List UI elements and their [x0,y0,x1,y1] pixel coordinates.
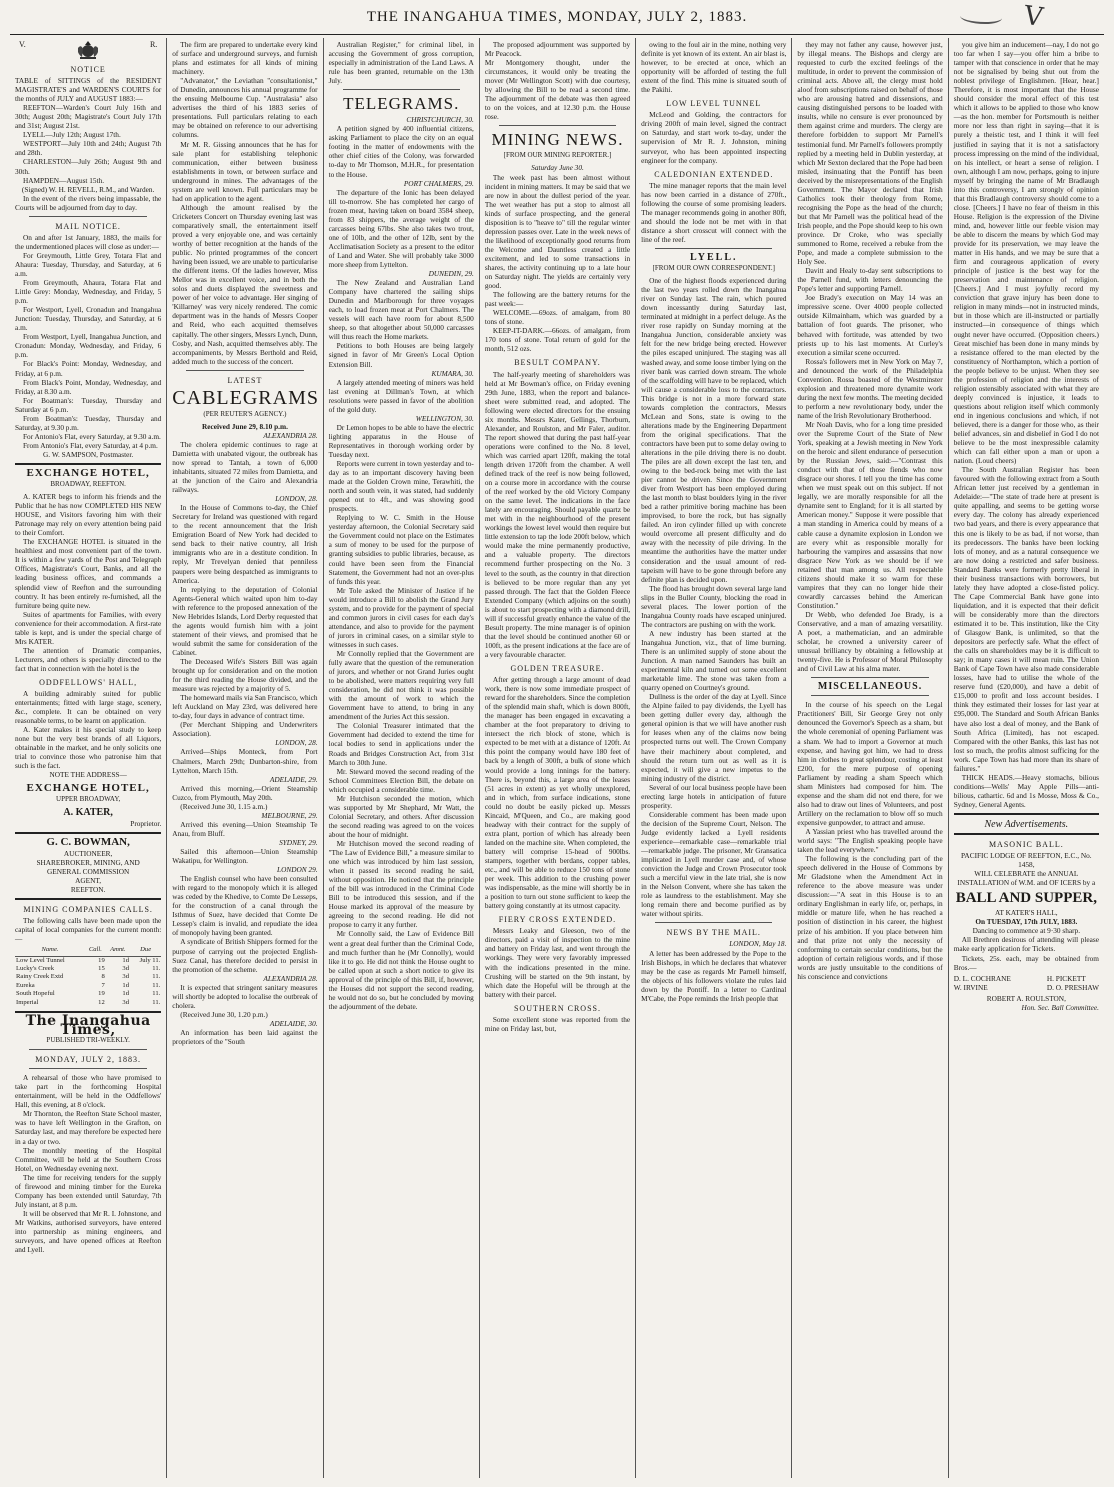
besult-title: BESULT COMPANY. [514,358,601,368]
cable-items [172,431,317,1046]
table-header: Amnt. [106,945,130,956]
telegram-para: Mr Connolly said, the Law of Evidence Bill went a great deal further than the Criminal Code, and much further than he (Mr Connolly), would like it to go. He did not think the House ought to be called upon at such a short notice to give its approval of the principle of this Bill, if, however, the Houses did not support the second reading, he would not do so, but he concluded by moving the adjournment of the debate. [328,929,474,1011]
table-header: Name. [15,945,85,956]
mail-para: From Greymouth, Ahaura, Totara Flat and Little Grey: Monday, Wednesday, and Friday, 5 p.m. [15,278,162,306]
ball-dancing: Dancing to commence at 9·30 sharp. [972,926,1081,936]
article-para: owing to the foul air in the mine, nothing very definite is yet known of its extent. An air blast is, however, to be erected at once, which an opportunity will be afforded of testing the full extent of the find. This mine is situated south of the Pakihi. [641,40,787,95]
cable-para: Arrived this morning,—Orient Steamship Cuzco, from Plymouth, May 20th. [172,783,318,802]
mail-para: From Westport, Lyell, Inangahua Junction, and Cronadun: Monday, Wednesday, and Friday, 6 p.m. [15,332,162,360]
page-mark: V [1022,0,1046,34]
divider [29,1049,147,1050]
bowman-name: G. C. BOWMAN, [46,835,130,848]
cell: 15 [98,964,105,972]
southern-para: Some excellent stone was reported from the mine on Friday last, but, [484,1014,631,1033]
hotel2-role: Proprietor. [130,818,162,828]
column-6 [791,38,947,1478]
table-header-row [15,945,161,956]
cell: 12 [98,998,105,1006]
notice-para: LYELL—July 12th; August 17th. [23,130,121,140]
column-1 [10,38,166,1478]
ball-name: D. O. PRESHAW [1046,982,1099,992]
article-para: Mr Noah Davis, who for a long time presided over the Supreme Court of the State of New York, speaking at a Jewish meeting in New York on the heroic and silent endurance of persecution by the Russian Jews, said:—"Contrast this conduct with that of those fiends who now disgrace our shores. I tell you the time has come when we must speak out on this subject. If not legally, we are morally responsible for all the dynamite sent to England; for it is all started by American money." Suppose it were possible that a man standing in America could by means of a cable cause a dynamite explosion in London we are every whit as responsible morally for harbouring the vampires and assassins that now disgrace New York as we should be if we retained that man among us. All respectable citizens should make it so warm for these vampires that they can no longer hide their cowardly carcasses behind the American Constitution." [797,419,943,610]
ball-names-left [954,974,1011,992]
article-para: Joe Brady's execution on May 14 was an impressive scene. Over 4000 people collected outside Kilmainham, which was guarded by a battalion of foot guards. The prisoner, who behaved with fortitude, was attended by two priests up to his last moments. At Curley's execution a similar scene occurred. [797,293,943,357]
telegrams-title: TELEGRAMS. [343,94,460,114]
cable-dateline: ALEXANDRIA 28. [263,973,318,983]
news-para: A letter has been addressed by the Pope to the Irish Bishops, in which he declares that whatever may be the case as regards Mr Parnell himself, the objects of his followers violate the rules laid down by the Pontiff. In a letter to Cardinal M'Cabe, the Pope reminds the Irish people that [641,948,787,1003]
ball-secretary: ROBERT A. ROULSTON, [986,993,1066,1003]
ball-name: W. IRVINE [953,982,988,992]
cell: 11. [152,990,161,998]
royal-crest [15,40,161,60]
cell: 11. [152,998,161,1006]
editorial-para: The time for receiving tenders for the supply of firewood and mining timber for the Eureka Company has been extended until Saturday, 7th July instant, at 8 p.m. [15,1172,162,1209]
ball-lodge: PACIFIC LODGE OF REEFTON, E.C., No. 1458, [961,851,1092,870]
cell: 11. [152,981,161,989]
crest-letter-right: R. [149,40,158,49]
mining-para: The week past has been almost without incident in mining matters. It may be said that we are now in about the dullest period of the year. The wet weather has put a stop to almost all kinds of surface prospecting, and the general disposition is to "heave to" till the regular winter depression passes over. Late in the week news of the likelihood of exceptionally good returns from the Welcome and Dauntless created a little excitement, and led to some transactions in shares, the activity continuing up to a late hour on Saturday night. The yields are certainly very good. [484,172,631,291]
cell: 3d [122,973,129,981]
telegram-para: Replying to W. C. Smith in the House yesterday afternoon, the Colonial Secretary said the Government could not place on the Estimates a sum of money to be used for the purpose of granting subsidies to public libraries, because, as could have been seen from the Financial Statement, the Government had not an over-plus of funds this year. [328,513,474,586]
hotel2-subtitle: UPPER BROADWAY, [56,794,121,803]
divider [15,832,161,834]
divider [29,216,147,217]
article-para: they may not father any cause, however just, by illegal means. The Bishops and clergy are requested to curb the excited feelings of the multitude, in order to prevent the commission of criminal acts. Above all, the clergy must hold aloof from subscriptions raised on behalf of those who are arousing hatred and dissensions, and causing distinguished persons to be loaded with insults, while no censure is ever pronounced by them against crime and murders. The clergy are therefore forbidden to support Mr Parnell's testimonial fund. Mr Parnell's followers promptly replied by a meeting held in Dublin yesterday, at which Mr Sexton declared that the Pope had been misled, insinuating that the Pontiff has been deceived by the misrepresentations of the English Government. The Mayor declared that Irish Catholics took their theology from Rome, recognising the Pope as the head of the church; but that Mr Parnell was the political head of the Irish people, and the Pope should keep to his own province. Dr Croke, who was specially summoned to Rome, received a rebuke from the Pope, and made a complete submission to the Holy See. [797,40,943,267]
mining-calls-table [15,945,161,1007]
masthead-title: THE INANGAHUA TIMES, MONDAY, JULY 2, 1883. [366,8,748,25]
telegram-para: The departure of the Ionic has been delayed till to-morrow. She has completed her cargo of frozen meat, having taken on board 3584 sheep, from 83 shippers, the average weight of the carcasses being 67lbs. She also takes two trout, one of 10lb, and the other of 12lb, sent by the Acclimatisation Society as a present to the editor of Land and Water. She will probably take 3000 more sheep from Lyttelton. [328,187,474,269]
telegram-dateline: KUMARA, 30. [431,368,474,378]
cell: Low Level Tunnel [16,956,65,964]
divider [655,922,772,923]
telegram-para: Mr Tole asked the Minister of Justice if he would introduce a Bill to abolish the Grand Jury system, and to provide for the payment of special and common jurors in civil cases for each day's attendance, and also to provide for the payment of jurors in criminal cases, on a similar style to witnesses in such cases. [328,585,474,649]
divider [655,248,772,249]
cell: 7 [101,981,105,989]
article-para: Rossa's followers met in New York on May 7, and denounced the work of the Philadelphia Convention. Rossa boasted of the Westminster explosion and threatened more dynamite work during the next few months. The meeting decided to perform a new revolutionary body, under the name of the Irish Revolutionary Brotherhood. [797,356,943,420]
ball-name: D. L. COCHRANE [953,973,1011,983]
ball-big: BALL AND SUPPER, [955,890,1097,907]
southern-title: SOUTHERN CROSS. [513,1003,601,1013]
article-para: you give him an inducement—nay, I do not go too far when I say—you offer him a bribe to tamper with that conscience in order that he may not be signalised by being shut out from the noblest privilege of Englishmen. [Hear, hear.] Therefore, it is most important that the House should consider the moral effect of this test which it allows to be applied to those who know—as the hon. member for Portsmouth is neither more nor less than right in saying—that it is purely a theistic test, and I think it will feel justified in saying that it is not a satisfactory process impressing on the mind of the individual, on his intellect, or heart a sense of religion. I own, although I am now, perhaps, going to injure myself by bringing the name of Mr Bradlaugh into this controversy, I am strongly of opinion that this Bradlaugh controversy should come to a close. [Cheers.] I have no fear of theism in this House. Religion is the expression of the Divine mind, and, however little our feeble vision may be able to discern the means by which God may provide for its preservation, we may leave the matter in His hands, and we may be sure that a firm and courageous application of every principle of justice is the best way for the preservation and maintenance of religion. [Cheers.] And I must joyfully record my conviction that grave injury has been done to religion in many minds—not in instructed minds, but in those which are ill-instructed or partially instructed—in consequence of things which ought never have occurred. (Opposition cheers.) Great mischief has been done in many minds by a resistance offered to the man elected by the constituency of Northampton, which a portion of the people believe to be unjust. When they see the profession of religion and the interests of religion ostensibly associated with what they are deeply convinced is injustice, it leads to questions about religion itself which commonly end in ingenious conclusions and which, if not believed, there is a danger for those who, as their belief advances, sin and disbelief in God I do not believe to be the most inexpressible calamity which can fall either upon a man or upon a nation. (Loud cheers) [953,40,1099,466]
lowlevel-title: LOW LEVEL TUNNEL [666,99,762,109]
hotel2-title: EXCHANGE HOTEL, [26,781,150,794]
page-mark-scrawl [960,10,1002,24]
mail-para: From Black's Point, Monday, Wednesday, and Friday, at 8.30 a.m. [15,377,162,396]
mail-title: MAIL NOTICE. [55,221,121,231]
article-para: The proposed adjournment was supported by Mr Peacock. Mr Montgomery thought, under the circumstances, it would only be treating the mover (Mr Wellington Scott) with due courtesy, by allowing the Bill to be read a second time. The adjournment of the debate was then agreed to on the voices, and at 12.30 p.m. the House rose. [484,40,631,122]
mail-signed: G. W. SAMPSON, Postmaster. [43,449,134,459]
cable-agency: (PER REUTER'S AGENCY.) [203,409,287,418]
notice-para: HAMPDEN—August 15th. [23,175,105,185]
notice-para: CHARLESTON—July 26th; August 9th and 30th. [15,157,162,176]
hotel-subtitle: BROADWAY, REEFTON. [50,480,126,489]
lyell-para: One of the highest floods experienced during the last two years rolled down the Inangahua river on Sunday last. The rain, which poured down incessantly during Saturday last, terminated at midnight in a perfect deluge. As the river rose rapidly on Sunday morning at the Inangahua Junction, considerable anxiety was felt for the new bridge being erected. However the piles escaped uninjured. The staging was all washed away, and some loose timber lying on the river bank was carried down stream. The whole of the scaffolding will have to be replaced, which will cause a considerable loss to the contractors. This bridge is not in a more forward state towards completion the contractors, Messrs McLean and Sons, state is owing to the alterations made by the Engineering Department from the original specifications. That the contractors have been put to some delay owing to alterations in the pile driving there is no doubt. The piles are all down except the last ten, and owing to the bed-rock being met with the last pier cannot be driven. Since the Government diver from Westport has been employed during the last month to blast boulders lying in the river bed a rather primitive boring machine has been improvised, to bore the rock, but has signally failed. An iron cylinder filled up with concrete would overcome all present difficulty and do away with the necessity of pile driving. In the meantime the authorities have the matter under consideration and the usual amount of red-tapeism will have to be gone through before any definite plan is decided upon. [641,276,787,584]
cell: South Hopeful [16,990,55,998]
cell: 1d [122,990,129,998]
lyell-subtitle: [FROM OUR OWN CORRESPONDENT.] [652,264,775,273]
cable-dateline: LONDON 29. [277,865,318,875]
ball-secretary-role: Hon. Sec. Ball Committee. [1021,1002,1099,1012]
mining-para: WELCOME.—69ozs. of amalgam, from 80 tons of stone. [484,308,631,327]
mail-para: For Greymouth, Little Grey, Totara Flat and Ahaura: Tuesday, Thursday, and Saturday, at 6 a.m. [15,250,162,278]
newspaper-columns [10,38,1104,1478]
cell: Imperial [16,998,39,1006]
article-para: Although the amount realised by the Cricketers Concert on Thursday evening last was comparatively small, the entertainment itself proved a very enjoyable one, and was certainly worthy of better recognition at the hands of the public. No printed programmes of the concert having been issued, we are unable to particularise the different items. Of the ladies however, Miss Mellor was in excellent voice, and in both the solos and duets displayed the sweetness and power of her voice to advantage. Her singing of 'Killarney' was very nicely rendered. The comic department was in the hands of Messrs Cooper and Reid, who each acquitted themselves capitally. The other singers, Messrs Lynch, Dunn, Cosby, and Nash, acquitted themselves ably. The accompaniments, by Messrs Berthold and Reid, added much to the success of the concert. [172,202,318,366]
cable-dateline: SYDNEY, 29. [279,837,318,847]
lyell-para: Dullness is the order of the day at Lyell. Since the Alpine failed to pay dividends, the Lyell has been getting duller every day, although the general opinion is that we will have another rush for leases when any of the claims now being prospected turns out well. The Crown Company have their machinery about completed, and should the return turn out as well as it is expected, it will give a new impetus to the mining industry of the district. [641,692,787,783]
cablegrams-title: CABLEGRAMS [172,386,319,409]
divider [954,833,1099,835]
calls-intro: The following calls have been made upon the capital of local companies for the current month:— [15,916,162,944]
hotel-title: EXCHANGE HOTEL, [26,466,150,479]
telegram-para: Dr Lemon hopes to be able to have the electric lighting apparatus in the House of Representatives in thorough working order by Tuesday next. [328,422,474,459]
cable-latest: LATEST [227,375,263,385]
hall-title: ODDFELLOWS' HALL, [39,678,138,687]
ball-venue: AT KATER'S HALL, [995,908,1058,918]
article-para: The South Australian Register has been favoured with the following extract from a South African letter just received by a gentleman in Adelaide:—"The state of trade here at present is quite appalling, and seems to be getting worse every day. The colony has already experienced two bad years, and there is every appearance that this one is likely to be as bad, if not worse, than its predecessors. The banks have been locking lots of money, and as a natural consequence we are now doing a restricted and safer business. Standard Banks were formerly pretty liberal in their business transactions with borrowers, but lately they have adopted a close-fisted policy. The Cape Commercial Bank have gone into liquidation, and it is expected that their deficit will be considerably more than the directors estimated it to be. This institution, like the City of Glasgow Bank, is unlimited, so that the depositors are perfectly safe. What the effect of the calls on shareholders may be it is difficult to say; in many cases it will mean ruin. The Union Bank of Cape Town have also made considerable losses, have had to utilise the whole of the reserve fund (£20,000), and have a debit of £15,000 to profit and loss account besides. I think they estimated their losses for last year at £95,000. The Standard and South African Banks have also lost a deal of money, and the Bank of South Africa (Limited), has not escaped. Compared with the other Banks, this last has not lost so much, the profits almost sufficing for the work. Cape Town has had more than its share of failures." [953,465,1099,773]
telegram-dateline: PORT CHALMERS, 29. [403,178,474,188]
cell: 1d [122,956,129,964]
divider [343,89,460,90]
notice-title: NOTICE [70,65,106,74]
cable-para: An information has been laid against the proprietors of the "South [172,1027,318,1046]
bowman-line: AUCTIONEER, [63,848,113,858]
lyell-para: Several of our local business people have been erecting large hotels in anticipation of future prosperity. [641,782,787,810]
misc-para: In the course of his speech on the Legal Practitioners' Bill, Sir George Grey not only denounced the Governor's Speech as a sham, but the whole ceremonial of opening Parliament was a sham. We had to import a Governor at much expense, and having got him, we had to dress him in clothes to great splendour, costing at least £200, for the mere purpose of opening Parliament by reading a sham Speech which sham Ministers had composed for him. The expense and the sham did not end there, for we also had to draw out lines of Volunteers, and post Artillery on the reclamation to blow off so much expensive gunpowder, to attract and amuse. [797,700,943,827]
cell: 11. [152,973,161,981]
cable-para: In replying to the deputation of Colonial Agents-General which waited upon him to-day with reference to the proposed annexation of the New Hebrides Islands, Lord Derby requested that the agents would furnish him with a joint statement of their views, and promised that he would submit the same for consideration of the Cabinet. [172,584,318,657]
cable-para: Sailed this afternoon—Union Steamship Wakatipu, for Wellington. [172,846,318,866]
mining-news-title: MINING NEWS. [491,130,624,150]
cell: 19 [98,990,105,998]
cell: Lucky's Creek [16,964,54,972]
mining-para: KEEP-IT-DARK.—66ozs. of amalgam, from 170 tons of stone. Total return of gold for the month, 512 ozs. [484,326,631,354]
hotel-para: A. KATER begs to inform his friends and the Public that he has now COMPLETED HIS NEW HOUSE, and Visitors favoring him with their Patronage may rely on every attention being paid to their Comfort. [15,492,162,538]
mining-news-date: Saturday June 30. [531,163,584,173]
column-3 [323,38,479,1478]
article-para: "Advanator," the Leviathan "consultationist," of Dunedin, announces his annual programme for the ensuing Melbourne Cup. "Australasia" also advertises the third of his 1883 series of presentations. Full particulars relating to each may be obtained on reference to our advertising columns. [172,76,318,140]
column-5 [635,38,791,1478]
cable-dateline: LONDON, 28. [275,494,318,504]
paper-date: MONDAY, JULY 2, 1883. [35,1055,141,1065]
cable-para: It is expected that stringent sanitary measures will shortly be adopted to localise the outbreak of cholera. [172,982,318,1010]
telegram-dateline: DUNEDIN, 29. [428,269,474,279]
masthead [0,0,1114,34]
cell: Rainy Creek Extd [16,973,64,981]
mail-para: For Westport, Lyell, Cronadun and Inangahua Junction: Tuesday, Thursday, and Saturday, at 6 a.m. [15,305,162,333]
besult-para: The half-yearly meeting of shareholders was held at Mr Bowman's office, on Friday evening 29th June, 1883, when the report and balance-sheet were submitted read, and adopted. The following were elected directors for the ensuing six months. Messrs Kater, Gellings, Thorburn, Alexander, and Roulston, and Mr Faler, auditor. The report showed that during the past half-year operations were confined to the No. 8 level, which was carried apart 120ft, making the total length driven 1720ft from the chamber. A well defined track of the reef is now being followed, on a course more in accordance with the course of the reef worked by the old Victory Company on the same level. The indications in the face lately are encouraging. Should payable quartz be met with in the neighbourhood of the present workings the lowest level would then require but little extension to tap the lode 200ft below, which would make the mine permanently productive, and a valuable property. The directors recommend further prospecting on the No. 3 level to the south, as the country in that direction is believed to be more regular than any yet passed through. The fact that the Golden Fleece Extended Company (which adjoins on the south) is about to start prospecting with a diamond drill, will if successful greatly enhance the value of the Besult property. The mine manager is of opinion that the level should be continued another 60 or 100ft, as the present indications at the face are of a very favourable character. [484,369,631,659]
mail-para: From Antonio's Flat, every Saturday, at 4 p.m. [23,440,158,450]
calls-title: MINING COMPANIES CALLS. [23,904,153,914]
telegram-para: The Colonial Treasurer intimated that the Government had decided to extend the time for local bodies to send in applications under the Roads and Bridges Construction Act, from 31st March to 30th June. [328,721,474,767]
telegram-items [329,115,474,1011]
hotel-para: The EXCHANGE HOTEL is situated in the healthiest and most convenient part of the town. It is within a few yards of the Post and Telegraph Offices, Magistrate's Court, Banks, and all the leading business offices, and commands a splendid view of Reefton and the surrounding country. It has been entirely re-furnished, all the furniture being quite new. [15,537,162,610]
ball-brethren: All Brethren desirous of attending will please make early application for Tickets. [953,935,1099,954]
cable-para: Arrived—Ships Monteck, from Port Chalmers, March 29th; Dunbarton-shire, from Lyttelton, March 15th. [172,747,318,775]
royal-arms-icon [75,40,101,60]
table-row [15,982,161,990]
editorial-para: The monthly meeting of the Hospital Committee, will be held at the Southern Cross Hotel, on Wednesday evening next. [15,1145,162,1173]
misc-title: MISCELLANEOUS. [817,681,923,693]
lowlevel-para: McLeod and Golding, the contractors for driving 200ft of main level, signed the contract on Saturday, and start work to-day, under the supervision of Mr R. J. Johnston, mining surveyor, who has been appointed inspecting engineer for the company. [641,110,787,165]
divider [15,898,161,900]
cell: 3d [122,964,129,972]
cable-para: (Received June 30, 1.15 a.m.) [180,801,268,811]
misc-para: A Yassian priest who has travelled around the world says: "The English speaking people have taken the lead everywhere." [797,826,943,855]
table-header: Due [130,945,161,956]
caledonian-para: The mine manager reports that the main level has now been carried in a distance of 270ft., following the course of some promising leaders. The manager recommends going in another 80ft, and should the lode not be met with in that distance a short crosscut will connect with the line of the reef. [641,180,787,244]
cable-dateline: ADELAIDE, 29. [269,774,318,784]
telegram-para: Reports were current in town yesterday and to-day as to an important discovery having been made at the Golden Crown mine, Terawhiti, the north and south vein, it was stated, had suddenly opened out to 4ft., and was showing good prospects. [328,459,474,514]
crest-letter-left: V. [19,40,26,49]
editorial-para: It will be observed that Mr R. I. Johnstone, and Mr Watkins, authorised surveyors, have entered into partnership as mining engineers, and surveyors, and have opened offices at Reefton and Lyell. [15,1208,162,1255]
bowman-line: SHAREBROKER, MINING, AND [36,857,140,867]
cable-dateline: ALEXANDRIA 28. [263,430,318,440]
golden-title: GOLDEN TREASURE. [510,664,605,673]
golden-para: After getting through a large amount of dead work, there is now some immediate prospect of reward for the shareholders. Since the completion of the splendid main shaft, which is down 800ft, the manager has been engaged in excavating a chamber at the foot preparatory to driving to intersect the rich block of stone, which is expected to be met with at a distance of 120ft. At this point the company would have 180 feet of back by a length of 300ft, a bulk of stone which would provide a long innings for the battery. There is, beyond this, a large area of the leases (51 acres in extent) as yet wholly unexplored, and in which, from surface indications, stone could no doubt be easily picked up. Messrs Kincaid, M'Queen, and Co., are making good headway with their contract for the supply of extra plant, portion of which has already been landed on the machine site. When completed, the battery will comprise 15-head of 900lbs. stampers, together with berdans, copper tables, etc., and will be able to reduce 150 tons of stone per week. This addition to the crushing power was indispensable, as the mine will shortly be in a position to turn out stone sufficient to keep the battery going constantly at its utmost capacity. [484,675,631,911]
table-header: Call. [85,945,106,956]
ball-header: MASONIC BALL. [988,840,1064,850]
notice-para: TABLE of SITTINGS of the RESIDENT MAGISTRATE'S and WARDEN'S COURTS for the months of JULY and AUGUST 1883:— [15,76,162,104]
news-title: NEWS BY THE MAIL. [666,928,761,938]
new-ads-title: New Advertisements. [984,818,1069,830]
paper-title: The Inangahua Times, [25,1013,151,1039]
notice-para: REEFTON—Warden's Court July 16th and 30th; August 20th; Magistrate's Court July 17th and 31st; August 21st. [15,103,162,131]
table-row [15,999,161,1007]
fiery-para: Messrs Leaky and Gleeson, two of the directors, paid a visit of inspection to the mine and battery on Friday last, and went through the workings. They were very favorably impressed with the indications presented in the mine. Crushing will be started on the 9th instant, by which date the Hopeful will be through at the battery with their parcel. [484,926,631,999]
bowman-line: REEFTON. [70,884,106,894]
cell: Eureka [16,981,35,989]
ball-tickets: Tickets, 25s. each, may be obtained from Bros.— [953,953,1099,972]
cell: 1d [122,981,129,989]
telegram-dateline: CHRISTCHURCH, 30. [406,115,474,125]
hall-para: A. Kater makes it his special study to keep none but the very best brands of all Liquors, obtainable in the market, and he only solicits one trial to convince those who patronise him that such is the fact. [15,725,162,771]
telegram-para: The New Zealand and Australian Land Company have chartered the sailing ships Dunedin and Marlborough for three voyages each, to load frozen meat at Port Chalmers. The vessels will each have room for about 8,500 sheep, so that altogether about 50,000 carcasses will thus reach the Home markets. [328,278,474,342]
cable-para: The cholera epidemic continues to rage at Damietta with unabated vigour, the outbreak has now spread to Tantah, a town of 6,000 inhabitants, situated 72 miles from Damietta, and at the junction of the Cairo and Alexandria railways. [172,439,318,495]
notice-flood: In the event of the rivers being impassable, the Courts will be adjourned from day to day. [15,193,162,212]
cell: 11. [152,964,161,972]
article-para: The firm are prepared to undertake every kind of surface and underground surveys, and furnish plans and estimates for all kinds of mining machinery. [172,40,318,77]
mail-para: For Boatman's: Tuesday, Thursday and Saturday at 6 p.m. [15,395,162,414]
divider [811,695,928,696]
telegram-dateline: WELLINGTON, 30. [415,413,474,423]
ball-name: H. PICKETT [1046,973,1086,983]
editorial-para: Mr Thornton, the Reefton State School master, was to have left Wellington in the Grafton, on Saturday last, and may therefore be expected here in a day or two. [15,1109,162,1146]
mining-news-subtitle: [FROM OUR MINING REPORTER.] [503,151,612,160]
mining-para: The following are the battery returns for the past week:— [484,290,631,309]
article-para: Dr Webb, who defended Joe Brady, is a Conservative, and a man of amazing versatility. A poet, a mathematician, and an admirable scholar, he crowned a university career of unusual brilliancy by obtaining a fellowship at twenty-five. He is Professor of Moral Philosophy and of Civil Law at his alma mater. [797,609,943,674]
cable-dateline: MELBOURNE, 29. [261,810,318,820]
caledonian-title: CALEDONIAN EXTENDED. [654,169,774,179]
notice-signed: (Signed) W. H. REVELL, R.M., and Warden. [21,184,155,194]
divider [954,813,1099,815]
cable-para: The homeward mails via San Francisco, which left Auckland on May 23rd, was delivered here to-day, four days in advance of contract time. [172,693,318,721]
cable-dateline: ADELAIDE, 30. [269,1018,318,1028]
cable-para: A syndicate of British Shippers formed for the purpose of carrying out the projected English-Suez Canal, has therefore decided to persist in the promotion of the scheme. [172,937,318,974]
cell: July 11. [139,956,161,964]
cable-para: Arrived this evening—Union Steamship Te Anau, from Bluff. [172,819,318,838]
fiery-title: FIERY CROSS EXTENDED. [498,915,617,925]
ball-date: On TUESDAY, 17th JULY, 1883. [975,917,1078,927]
bowman-line: GENERAL COMMISSION [47,866,130,876]
telegram-para: A petition signed by 400 influential citizens, asking Parliament to place the city on an equal footing in the matter of endowments with the other chief cities of the Colony, was forwarded to-day to Mr Thomson, M.H.R., for presentation to the House. [328,124,474,179]
divider [29,1068,147,1069]
column-2 [166,38,322,1478]
misc-para: The following is the concluding part of the speech delivered in the House of Commons by Mr Gladstone when the Amendment Act in reference to the above measure was under discussion:—"A seat in this House is to an ordinary Englishman in early life, or, perhaps, in middle or mature life, when he has reached a position of distinction in his career, the highest prize of his ambition. If you place between him and that prize not only the necessity of conforming to certain secular conditions, but the adoption of certain religious words, and if those words are justly unsuitable to the conditions of his conscience and convictions [797,854,943,981]
cell: 3d [122,998,129,1006]
divider [15,463,161,465]
divider [811,677,928,678]
editorial-para: A rehearsal of those who have promised to take part in the forthcoming Hospital entertainment, will be held in the Oddfellows' Hall, this evening, at 8 o'clock. [15,1073,162,1110]
cable-para: The Deceased Wife's Sisters Bill was again brought up for consideration and on the motion for the third reading the House divided, and the measure was rejected by a majority of 5. [172,657,318,694]
cable-received: Received June 29, 8.10 p.m. [201,421,288,431]
divider [186,370,303,371]
cable-para: (Per Merchant Shipping and Underwriters Association). [172,720,318,739]
ball-names-right [1047,974,1099,992]
hotel-para: Suites of apartments for Families, with every convenience for their accommodation. A first-rate table is kept, and is under the special charge of Mrs KATER. [15,609,162,646]
table-row [15,956,161,965]
cable-dateline: LONDON, 28. [275,738,318,748]
telegram-para: Mr Hutchison seconded the motion, which was supported by Mr Shephard, Mr Watt, the Colonial Secretary, and others. After discussion the second reading was agreed to on the voices about the hour of midnight. [328,793,474,839]
telegram-para: Petitions to both Houses are being largely signed in favor of Mr Green's Local Option Extension Bill. [328,341,474,369]
mail-para: On and after 1st January, 1883, the mails for the undermentioned places will close as under:— [15,232,162,251]
lyell-title: LYELL. [690,251,738,263]
hotel2-name: A. KATER, [63,806,113,818]
telegram-para: Mr Hutchison moved the second reading of "The Law of Evidence Bill," a measure similar to one which was introduced by him last session, when it passed its second reading he said, without opposition. He noticed that the principle of the bill was introduced in the Criminal Code Bill to be introduced this session, and if the House marked its approval of the measure by agreeing to the second reading. He did not propose to carry it any further. [328,838,474,930]
cell: 19 [98,956,105,964]
divider [499,125,616,126]
hall-note: NOTE THE ADDRESS— [49,770,127,780]
lyell-para: A new industry has been started at the Inangahua Junction, viz., that of lime burning. There is an unlimited supply of stone about the Junction. A man named Saunders has built an experimental kiln and turned out some excellent marketable lime. The stone was taken from a quarry opened on Courtney's ground. [641,628,787,693]
mail-para: For Antonio's Flat, every Saturday, at 9.30 a.m. [23,431,161,441]
cable-para: In the House of Commons to-day, the Chief Secretary for Ireland was questioned with regard to the recent announcement that the Irish Emigration Board of New York had decided to send back to their native country, all Irish immigrants who are in a destitute condition. In reply, Mr Trevelyan denied that penniless paupers were being despatched as immigrants to America. [172,503,318,585]
notice-para: WESTPORT—July 10th and 24th; August 7th and 28th. [15,139,162,158]
bowman-line: AGENT, [75,875,102,885]
table-row [15,990,161,998]
paper-subtitle: PUBLISHED TRI-WEEKLY. [46,1036,130,1045]
news-date: LONDON, May 18. [729,939,787,949]
column-4 [479,38,635,1478]
telegram-para: Mr. Steward moved the second reading of the School Committees Election Bill, the debate on which occupied a considerable time. [328,766,474,794]
table-row [15,965,161,973]
cable-para: The English counsel who have been consulted with regard to the monopoly which it is alleged was ceded by the Khedive, to Comte De Lesseps, for the construction of a canal through the Isthmus of Suez, have decided that Comte De Lessep's claim is invalid, and repudiate the idea of monopoly having been granted. [172,874,318,938]
telegram-para: Mr Connolly replied that the Government are fully aware that the question of the remuneration of jurors, and whether or not Grand Juries ought to be abolished, were matters requiring very full consideration, he did not think it was possible with the amount of work to which the Government have to attend, to bring in any amendment of the Juries Act this session. [328,649,474,722]
article-para: Davitt and Healy to-day sent subscriptions to the Parnell fund, with letters denouncing the Pope's letter and supporting Parnell. [797,266,943,294]
cell: 8 [101,973,105,981]
ball-text: WILL CELEBRATE the ANNUAL INSTALLATION of W.M. and OF ICERS by a [957,869,1096,888]
article-para: THICK HEADS.—Heavy stomachs, bilious conditions—Wells' May Apple Pills—anti-bilious, cathartic. 6d and 1s Mosse, Moss & Co., Sydney, General Agents. [953,772,1099,809]
lyell-para: The flood has brought down several large land slips in the Buller County, blocking the road in several places. The lower portion of the Inangahua County roads have escaped uninjured. The contractors are pushing on with the work. [641,583,787,629]
hall-para: A building admirably suited for public entertainments; fitted with large stage, scenery, &c., complete. It can be obtained on very reasonable terms, to be learnt on application. [15,689,162,726]
top-rule [10,34,1104,35]
lyell-para: Considerable comment has been made upon the decision of the Supreme Court, Nelson. The Judge evidently lacked a Lyell residents experience—remarkable case—remarkable trial—remarkable judge. The prisoner, Mr Gransatica implicated in Lyell murder case and, of whose conviction the Judge and Crown Prosecutor took such a merciful view in the late trial, she is now in the Nelson Convent, where she has taken the role as laundress to the establishment. May she long remain there and become purified as by water without spirits. [641,809,787,919]
mail-para: From Boatman's: Tuesday, Thursday and Saturday, at 9.30 p.m. [15,413,162,432]
article-para: Mr M. R. Gissing announces that he has for sale plant for establishing telephonic communication, either between business establishments in town, or between surface and underground in mines. The advantages of the system are well known. Full particulars may be had on application to the agent. [172,139,318,203]
table-row [15,973,161,981]
hotel-para: The attention of Dramatic companies, Lecturers, and others is specially directed to the fact that in connection with the hotel is the [15,645,162,673]
column-7 [948,38,1104,1478]
ball-names [954,974,1099,992]
telegram-para: A largely attended meeting of miners was held last evening at Dillman's Town, at which resolutions were passed in favor of the abolition of the gold duty. [328,377,474,414]
article-para: Australian Register," for criminal libel, in accusing the Government of gross corruption, especially in administration of the Land Laws. A rule has been granted, returnable on the 13th July. [328,40,474,86]
cable-para: (Received June 30, 1.20 p.m.) [180,1009,268,1019]
mail-para: For Black's Point: Monday, Wednesday, and Friday, at 6 p.m. [15,359,162,378]
